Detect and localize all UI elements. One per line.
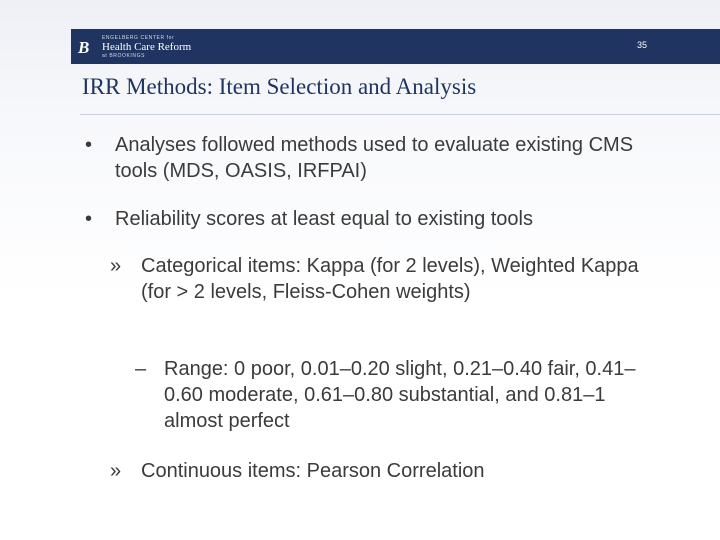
logo-top-text: ENGELBERG CENTER for — [102, 35, 175, 41]
bullet-marker: – — [135, 358, 147, 380]
header-bar — [71, 29, 720, 64]
title-divider — [80, 114, 720, 115]
bullet-marker: » — [110, 460, 122, 482]
slide-number: 35 — [636, 40, 647, 50]
bullet-text: Analyses followed methods used to evaluate existing CMS tools (MDS, OASIS, IRFPAI) — [115, 134, 634, 182]
logo-mark: B — [78, 37, 90, 57]
bullet-text: Reliability scores at least equal to existing tools — [115, 208, 533, 230]
logo-main-text: Health Care Reform — [102, 41, 192, 53]
bullet-marker: » — [110, 255, 122, 277]
bullet-text: Range: 0 poor, 0.01–0.20 slight, 0.21–0.40 fair, 0.41– 0.60 moderate, 0.61–0.80 substantial, and 0.81–1 almost perfect — [164, 358, 636, 432]
bullet-level1 — [85, 132, 675, 184]
bullet-level2 — [110, 458, 661, 484]
bullet-marker: • — [85, 208, 93, 230]
brookings-logo — [78, 33, 191, 61]
bullet-text: Categorical items: Kappa (for 2 levels), Weighted Kappa (for > 2 levels, Fleiss-Cohen weights) — [141, 255, 639, 303]
bullet-marker: • — [85, 134, 93, 156]
slide-title: IRR Methods: Item Selection and Analysis — [82, 74, 477, 99]
bullet-level3 — [135, 356, 654, 434]
logo-bottom-text: at BROOKINGS — [102, 53, 146, 59]
bullet-text: Continuous items: Pearson Correlation — [141, 460, 485, 482]
bullet-level2 — [110, 253, 661, 305]
bullet-level1 — [85, 206, 675, 232]
logo-text — [102, 35, 191, 59]
